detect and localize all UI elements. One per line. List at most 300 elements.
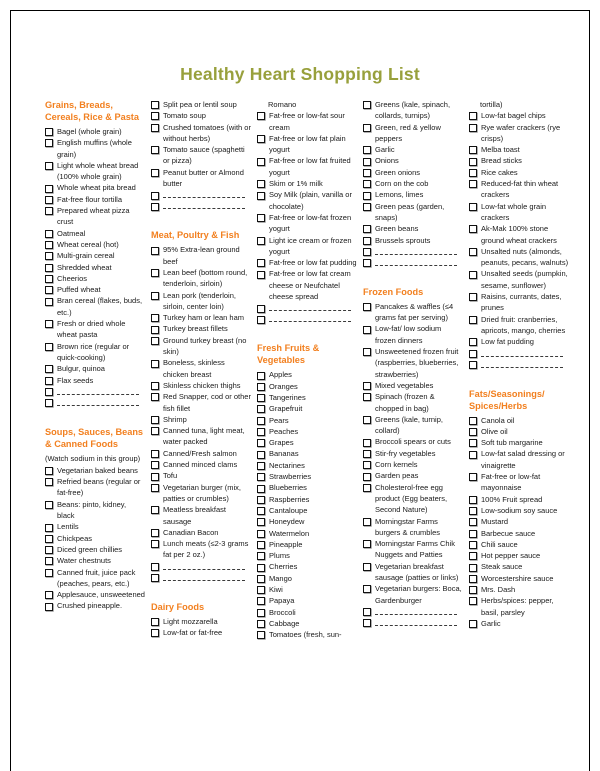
- item-label: Unsalted seeds (pumpkin, sesame, sunflower): [481, 269, 568, 290]
- list-item: [469, 618, 569, 629]
- checkbox-icon[interactable]: [151, 314, 159, 322]
- item-label: Prepared wheat pizza crust: [57, 206, 130, 227]
- checkbox-icon[interactable]: [363, 439, 371, 447]
- list-item: [363, 178, 463, 189]
- list-item: [257, 381, 357, 392]
- checkbox-icon[interactable]: [363, 259, 371, 267]
- list-item: [469, 291, 569, 314]
- item-label: Greens (kale, turnip, collard): [375, 414, 443, 436]
- section-heading: Fats/Seasonings/ Spices/Herbs: [469, 388, 545, 411]
- checkbox-icon[interactable]: [151, 529, 159, 537]
- checkbox-icon[interactable]: [363, 146, 371, 154]
- list-item: [363, 380, 463, 391]
- list-item: [257, 437, 357, 448]
- list-item: [45, 533, 145, 544]
- checkbox-icon[interactable]: [469, 180, 477, 188]
- checkbox-icon[interactable]: [363, 192, 371, 200]
- item-label: Herbs/spices: pepper, basil, parsley: [481, 596, 554, 617]
- checkbox-icon[interactable]: [363, 608, 371, 616]
- checkbox-icon[interactable]: [45, 557, 53, 565]
- list-item: [363, 155, 463, 166]
- checkbox-icon[interactable]: [469, 586, 477, 594]
- checkbox-icon[interactable]: [45, 241, 53, 249]
- list-item: [45, 476, 145, 499]
- checkbox-icon[interactable]: [469, 417, 477, 425]
- blank-write-in-line[interactable]: [375, 257, 457, 266]
- item-label: Lean pork (tenderloin, sirloin, center loin): [163, 290, 236, 311]
- checkbox-icon[interactable]: [469, 338, 477, 346]
- checkbox-icon[interactable]: [363, 169, 371, 177]
- checkbox-icon[interactable]: [257, 439, 265, 447]
- item-label: Oranges: [269, 381, 298, 391]
- section-heading: Meat, Poultry & Fish: [151, 230, 240, 241]
- list-item: [257, 392, 357, 403]
- checkbox-icon[interactable]: [257, 575, 265, 583]
- checkbox-icon[interactable]: [257, 485, 265, 493]
- checkbox-icon[interactable]: [151, 563, 159, 571]
- item-label: Boneless, skinless chicken breast: [163, 358, 225, 379]
- list-item: [151, 425, 251, 448]
- item-label: Red Snapper, cod or other fish fillet: [163, 392, 251, 413]
- checkbox-icon[interactable]: [151, 360, 159, 368]
- checkbox-icon[interactable]: [45, 185, 53, 193]
- item-label: Low-fat whole grain crackers: [481, 201, 547, 222]
- item-label: Mustard: [481, 517, 509, 527]
- item-label: Low fat pudding: [481, 337, 534, 347]
- checkbox-icon[interactable]: [151, 393, 159, 401]
- item-label: Papaya: [269, 596, 295, 606]
- checkbox-icon[interactable]: [257, 620, 265, 628]
- checkbox-icon[interactable]: [363, 416, 371, 424]
- checkbox-icon[interactable]: [257, 112, 265, 120]
- checkbox-icon[interactable]: [45, 128, 53, 136]
- checkbox-icon[interactable]: [363, 461, 371, 469]
- item-label: Light mozzarella: [163, 616, 218, 626]
- checkbox-icon[interactable]: [151, 427, 159, 435]
- item-label: Bulgur, quinoa: [57, 364, 105, 374]
- checkbox-icon[interactable]: [151, 146, 159, 154]
- checkbox-icon[interactable]: [45, 264, 53, 272]
- list-item: [363, 144, 463, 155]
- checkbox-icon[interactable]: [151, 540, 159, 548]
- list-item: [363, 223, 463, 234]
- checkbox-icon[interactable]: [257, 552, 265, 560]
- checkbox-icon[interactable]: [45, 298, 53, 306]
- list-item: [45, 250, 145, 261]
- blank-write-in-line[interactable]: [163, 572, 245, 581]
- list-item: [151, 167, 251, 190]
- item-label: Honeydew: [269, 517, 305, 527]
- checkbox-icon[interactable]: [469, 361, 477, 369]
- list-item: [363, 470, 463, 481]
- item-label: Vegetarian burger (mix, patties or crumbles): [163, 482, 241, 503]
- list-item: [469, 573, 569, 584]
- checkbox-icon[interactable]: [469, 225, 477, 233]
- checkbox-icon[interactable]: [151, 169, 159, 177]
- checkbox-icon[interactable]: [469, 620, 477, 628]
- checkbox-icon[interactable]: [45, 377, 53, 385]
- checkbox-icon[interactable]: [45, 388, 53, 396]
- list-item: [257, 584, 357, 595]
- item-label: Green onions: [375, 167, 421, 177]
- checkbox-icon[interactable]: [45, 252, 53, 260]
- column-2: [151, 99, 251, 640]
- list-item: [257, 448, 357, 459]
- item-label: Fat-free or low-fat sour cream: [269, 111, 345, 132]
- list-item: [469, 122, 569, 145]
- item-label: Bananas: [269, 449, 299, 459]
- checkbox-icon[interactable]: [469, 552, 477, 560]
- checkbox-icon[interactable]: [257, 518, 265, 526]
- checkbox-icon[interactable]: [257, 192, 265, 200]
- item-label: Broccoli: [269, 607, 296, 617]
- item-label: Lentils: [57, 522, 79, 532]
- checkbox-icon[interactable]: [45, 196, 53, 204]
- checkbox-icon[interactable]: [469, 112, 477, 120]
- list-item: [257, 595, 357, 606]
- checkbox-icon[interactable]: [257, 597, 265, 605]
- blank-list-item: [45, 386, 145, 397]
- item-label: Fat-free or low fat pudding: [269, 258, 357, 268]
- checkbox-icon[interactable]: [363, 393, 371, 401]
- item-label: Skim or 1% milk: [269, 179, 323, 189]
- list-item: [151, 335, 251, 358]
- checkbox-icon[interactable]: [257, 316, 265, 324]
- checkbox-icon[interactable]: [151, 574, 159, 582]
- checkbox-icon[interactable]: [363, 382, 371, 390]
- checkbox-icon[interactable]: [469, 473, 477, 481]
- item-label: Spinach (frozen & chopped in bag): [375, 392, 435, 413]
- checkbox-icon[interactable]: [45, 591, 53, 599]
- list-item: [257, 403, 357, 414]
- checkbox-icon[interactable]: [151, 506, 159, 514]
- checkbox-icon[interactable]: [45, 603, 53, 611]
- list-item: [469, 471, 569, 494]
- checkbox-icon[interactable]: [257, 271, 265, 279]
- item-label: Soy Milk (plain, vanilla or chocolate): [269, 190, 352, 211]
- item-label: Multi-grain cereal: [57, 251, 115, 261]
- checkbox-icon[interactable]: [469, 507, 477, 515]
- checkbox-icon[interactable]: [151, 326, 159, 334]
- checkbox-icon[interactable]: [363, 326, 371, 334]
- list-item: [151, 616, 251, 627]
- checkbox-icon[interactable]: [151, 269, 159, 277]
- checkbox-icon[interactable]: [45, 478, 53, 486]
- list-item: [363, 99, 463, 122]
- blank-write-in-line[interactable]: [57, 397, 139, 406]
- column-4: [363, 99, 463, 640]
- item-label: Pancakes & waffles (≤4 grams fat per serving): [375, 301, 454, 323]
- checkbox-icon[interactable]: [151, 618, 159, 626]
- checkbox-icon[interactable]: [363, 518, 371, 526]
- item-label: Mango: [269, 573, 292, 583]
- checkbox-icon[interactable]: [45, 365, 53, 373]
- checkbox-icon[interactable]: [151, 461, 159, 469]
- list-item: [363, 482, 463, 516]
- checkbox-icon[interactable]: [363, 563, 371, 571]
- checkbox-icon[interactable]: [257, 394, 265, 402]
- item-label: Corn on the cob: [375, 179, 429, 189]
- list-item: [257, 415, 357, 426]
- checkbox-icon[interactable]: [257, 496, 265, 504]
- checkbox-icon[interactable]: [257, 259, 265, 267]
- list-item: [45, 160, 145, 183]
- checkbox-icon[interactable]: [363, 348, 371, 356]
- checkbox-icon[interactable]: [257, 180, 265, 188]
- list-item: [363, 436, 463, 447]
- checkbox-icon[interactable]: [469, 575, 477, 583]
- checkbox-icon[interactable]: [45, 230, 53, 238]
- checkbox-icon[interactable]: [469, 271, 477, 279]
- checkbox-icon[interactable]: [363, 101, 371, 109]
- list-item: [151, 627, 251, 638]
- list-item: [469, 561, 569, 572]
- checkbox-icon[interactable]: [363, 540, 371, 548]
- checkbox-icon[interactable]: [363, 450, 371, 458]
- checkbox-icon[interactable]: [257, 405, 265, 413]
- checkbox-icon[interactable]: [469, 541, 477, 549]
- checkbox-icon[interactable]: [151, 292, 159, 300]
- list-item: [363, 583, 463, 606]
- item-label: Canadian Bacon: [163, 527, 219, 537]
- checkbox-icon[interactable]: [469, 169, 477, 177]
- checkbox-icon[interactable]: [469, 439, 477, 447]
- checkbox-icon[interactable]: [45, 399, 53, 407]
- checkbox-icon[interactable]: [257, 383, 265, 391]
- blank-list-item: [257, 313, 357, 324]
- checkbox-icon[interactable]: [257, 237, 265, 245]
- checkbox-icon[interactable]: [363, 237, 371, 245]
- checkbox-icon[interactable]: [151, 416, 159, 424]
- list-item: [45, 544, 145, 555]
- checkbox-icon[interactable]: [257, 541, 265, 549]
- section-heading: Dairy Foods: [151, 601, 205, 612]
- blank-list-item: [151, 561, 251, 572]
- checkbox-icon[interactable]: [257, 473, 265, 481]
- checkbox-icon[interactable]: [469, 248, 477, 256]
- checkbox-icon[interactable]: [363, 124, 371, 132]
- checkbox-icon[interactable]: [151, 192, 159, 200]
- blank-write-in-line[interactable]: [163, 189, 245, 198]
- blank-write-in-line[interactable]: [163, 561, 245, 570]
- blank-list-item: [151, 572, 251, 583]
- item-label: Wheat cereal (hot): [57, 239, 119, 249]
- blank-write-in-line[interactable]: [269, 302, 351, 311]
- checkbox-icon[interactable]: [45, 546, 53, 554]
- list-item: [45, 363, 145, 374]
- list-item: [257, 235, 357, 258]
- blank-write-in-line[interactable]: [375, 606, 457, 615]
- list-item: [45, 239, 145, 250]
- checkbox-icon[interactable]: [45, 286, 53, 294]
- list-item: [45, 318, 145, 341]
- checkbox-icon[interactable]: [363, 484, 371, 492]
- checkbox-icon[interactable]: [469, 146, 477, 154]
- list-item: [45, 182, 145, 193]
- item-label: Mixed vegetables: [375, 380, 434, 390]
- checkbox-icon[interactable]: [257, 417, 265, 425]
- checkbox-icon[interactable]: [257, 135, 265, 143]
- checkbox-icon[interactable]: [257, 631, 265, 639]
- list-item: [257, 607, 357, 618]
- checkbox-icon[interactable]: [151, 247, 159, 255]
- checkbox-icon[interactable]: [45, 569, 53, 577]
- list-item: [363, 516, 463, 539]
- checkbox-icon[interactable]: [363, 225, 371, 233]
- checkbox-icon[interactable]: [469, 597, 477, 605]
- list-item: [469, 201, 569, 224]
- checkbox-icon[interactable]: [45, 139, 53, 147]
- list-item: [469, 336, 569, 347]
- list-item-continuation: [469, 99, 569, 110]
- item-label: Oatmeal: [57, 228, 86, 238]
- shopping-list-columns: [45, 99, 569, 640]
- checkbox-icon[interactable]: [363, 473, 371, 481]
- blank-write-in-line[interactable]: [57, 386, 139, 395]
- list-item: [45, 589, 145, 600]
- checkbox-icon[interactable]: [151, 484, 159, 492]
- checkbox-icon[interactable]: [469, 496, 477, 504]
- checkbox-icon[interactable]: [45, 467, 53, 475]
- list-item: [45, 600, 145, 611]
- item-label: Vegetarian burgers: Boca, Gardenburger: [375, 584, 462, 605]
- item-label: Rye wafer crackers (rye crisps): [481, 122, 561, 143]
- checkbox-icon[interactable]: [257, 462, 265, 470]
- list-item: [469, 223, 569, 246]
- checkbox-icon[interactable]: [469, 203, 477, 211]
- item-label: Stir-fry vegetables: [375, 448, 436, 458]
- checkbox-icon[interactable]: [363, 203, 371, 211]
- list-item: [151, 380, 251, 391]
- checkbox-icon[interactable]: [469, 350, 477, 358]
- blank-list-item: [469, 348, 569, 359]
- checkbox-icon[interactable]: [257, 214, 265, 222]
- checkbox-icon[interactable]: [469, 293, 477, 301]
- checkbox-icon[interactable]: [469, 428, 477, 436]
- checkbox-icon[interactable]: [45, 343, 53, 351]
- list-item: [45, 194, 145, 205]
- blank-write-in-line[interactable]: [269, 313, 351, 322]
- item-label: Crushed pineapple.: [57, 601, 123, 611]
- checkbox-icon[interactable]: [151, 112, 159, 120]
- checkbox-icon[interactable]: [469, 530, 477, 538]
- blank-write-in-line[interactable]: [375, 246, 457, 255]
- list-item: [257, 550, 357, 561]
- checkbox-icon[interactable]: [45, 275, 53, 283]
- item-label: Cabbage: [269, 618, 300, 628]
- list-item: [469, 505, 569, 516]
- list-item: [151, 110, 251, 121]
- list-item: [469, 437, 569, 448]
- checkbox-icon[interactable]: [151, 101, 159, 109]
- list-item: [151, 448, 251, 459]
- checkbox-icon[interactable]: [45, 162, 53, 170]
- item-label: Low-fat or fat-free: [163, 627, 223, 637]
- checkbox-icon[interactable]: [257, 428, 265, 436]
- blank-write-in-line[interactable]: [163, 200, 245, 209]
- item-label: Peanut butter or Almond butter: [163, 167, 244, 189]
- checkbox-icon[interactable]: [45, 535, 53, 543]
- checkbox-icon[interactable]: [469, 518, 477, 526]
- item-label: Bran cereal (flakes, buds, etc.): [57, 296, 143, 317]
- checkbox-icon[interactable]: [45, 207, 53, 215]
- item-label: Low-fat bagel chips: [481, 111, 546, 121]
- checkbox-icon[interactable]: [469, 316, 477, 324]
- blank-write-in-line[interactable]: [375, 617, 457, 626]
- checkbox-icon[interactable]: [151, 203, 159, 211]
- item-label: Shrimp: [163, 414, 187, 424]
- checkbox-icon[interactable]: [257, 609, 265, 617]
- checkbox-icon[interactable]: [257, 158, 265, 166]
- item-label: Pears: [269, 415, 289, 425]
- checkbox-icon[interactable]: [151, 124, 159, 132]
- checkbox-icon[interactable]: [151, 337, 159, 345]
- checkbox-icon[interactable]: [469, 124, 477, 132]
- section-note: (Watch sodium in this group): [45, 453, 141, 463]
- list-item: [151, 267, 251, 290]
- checkbox-icon[interactable]: [469, 451, 477, 459]
- checkbox-icon[interactable]: [151, 450, 159, 458]
- checkbox-icon[interactable]: [45, 501, 53, 509]
- item-label: Fat-free flour tortilla: [57, 194, 123, 204]
- section-spacer: [45, 408, 145, 426]
- checkbox-icon[interactable]: [45, 524, 53, 532]
- checkbox-icon[interactable]: [363, 303, 371, 311]
- list-item: [469, 415, 569, 426]
- item-label: Fresh or dried whole wheat pasta: [57, 319, 126, 340]
- item-label: Chickpeas: [57, 533, 93, 543]
- list-item: [45, 521, 145, 532]
- list-item: [257, 133, 357, 156]
- list-item: [257, 482, 357, 493]
- item-label: Tomato soup: [163, 111, 206, 121]
- blank-write-in-line[interactable]: [481, 359, 563, 368]
- checkbox-icon[interactable]: [45, 320, 53, 328]
- item-label: Pineapple: [269, 539, 303, 549]
- item-label: Grapefruit: [269, 404, 303, 414]
- checkbox-icon[interactable]: [257, 507, 265, 515]
- checkbox-icon[interactable]: [363, 180, 371, 188]
- checkbox-icon[interactable]: [257, 451, 265, 459]
- checkbox-icon[interactable]: [257, 586, 265, 594]
- checkbox-icon[interactable]: [469, 158, 477, 166]
- checkbox-icon[interactable]: [151, 629, 159, 637]
- list-item: [469, 516, 569, 527]
- checkbox-icon[interactable]: [257, 530, 265, 538]
- checkbox-icon[interactable]: [151, 473, 159, 481]
- list-item: [151, 470, 251, 481]
- list-item: [45, 375, 145, 386]
- list-item: [469, 595, 569, 618]
- list-item: [151, 312, 251, 323]
- checkbox-icon[interactable]: [363, 158, 371, 166]
- list-item: [257, 539, 357, 550]
- blank-list-item: [45, 397, 145, 408]
- checkbox-icon[interactable]: [469, 564, 477, 572]
- list-item: [257, 110, 357, 133]
- list-item: [363, 301, 463, 324]
- checkbox-icon[interactable]: [257, 372, 265, 380]
- blank-write-in-line[interactable]: [481, 348, 563, 357]
- item-label: Unsalted nuts (almonds, peanuts, pecans, walnuts): [481, 246, 569, 268]
- checkbox-icon[interactable]: [257, 305, 265, 313]
- checkbox-icon[interactable]: [363, 585, 371, 593]
- checkbox-icon[interactable]: [363, 248, 371, 256]
- checkbox-icon[interactable]: [151, 382, 159, 390]
- checkbox-icon[interactable]: [363, 619, 371, 627]
- item-label: Brussels sprouts: [375, 235, 431, 245]
- checkbox-icon[interactable]: [257, 564, 265, 572]
